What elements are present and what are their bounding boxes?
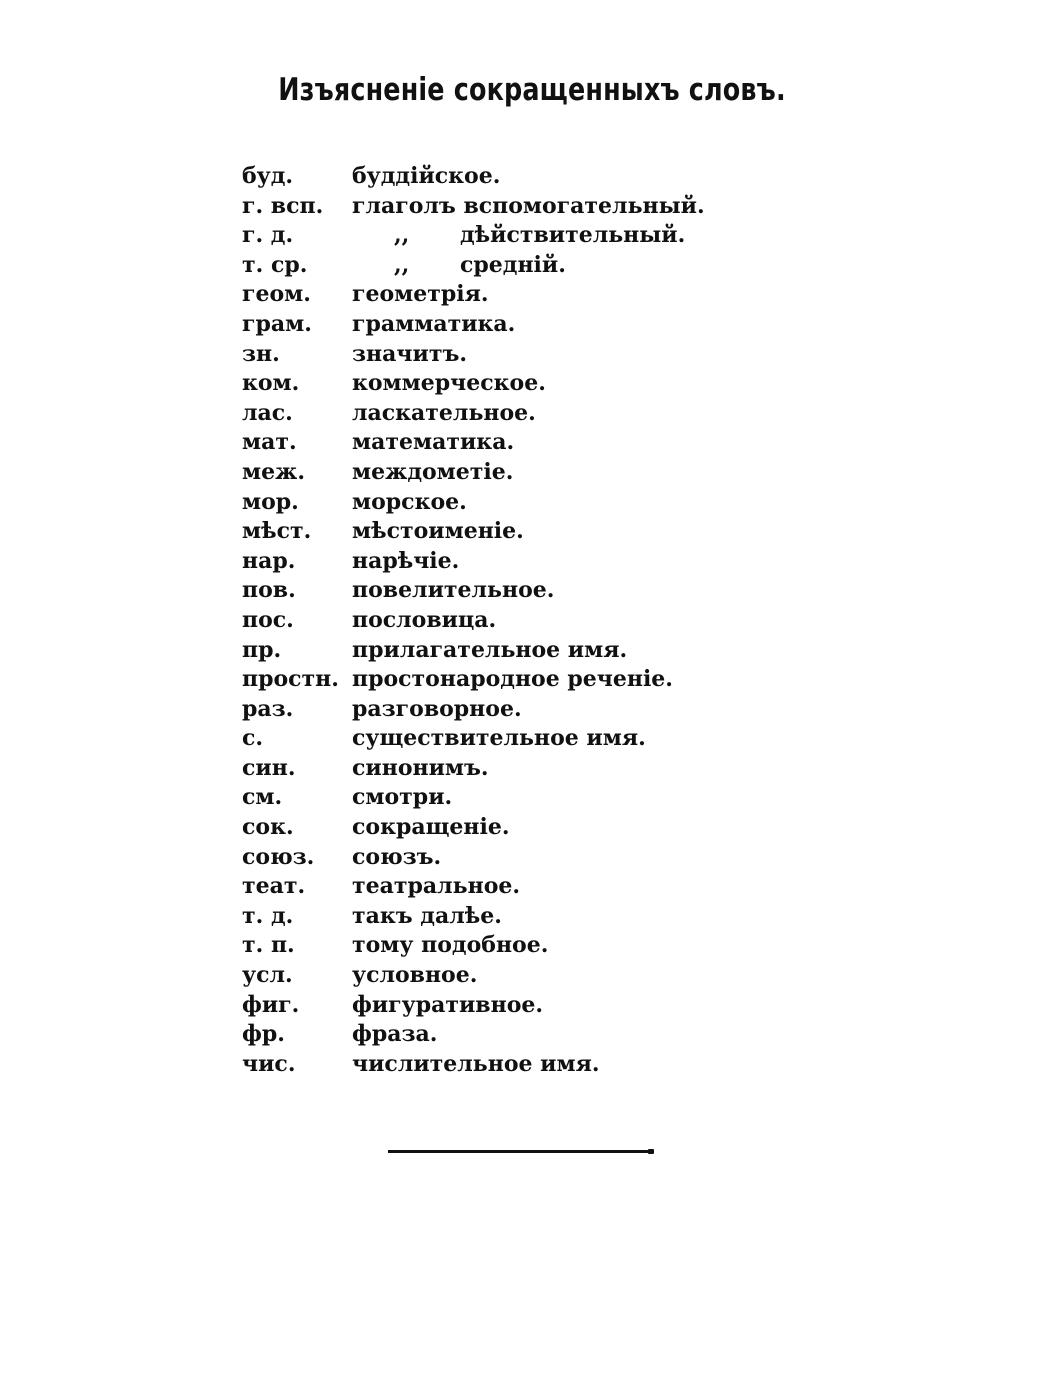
abbreviation-entry [242,1020,722,1050]
abbreviation-entry [242,754,722,784]
abbreviation: пос. [242,606,294,633]
abbreviation-meaning: смотри. [352,784,453,811]
abbreviation-meaning: нарѣчіе. [352,547,460,574]
ditto-mark: ,, [394,222,410,249]
abbreviation-entry [242,724,722,754]
abbreviation-meaning: условное. [352,962,478,989]
abbreviation-meaning: коммерческое. [352,370,546,397]
abbreviation-entry [242,192,722,222]
abbreviation-meaning: дѣйствительный. [460,222,686,249]
abbreviation: т. д. [242,902,294,929]
abbreviation-meaning: сокращеніе. [352,814,510,841]
abbreviation: меж. [242,458,305,485]
abbreviation: чис. [242,1050,296,1077]
abbreviation: нар. [242,547,296,574]
abbreviation: т. ср. [242,251,308,278]
abbreviation-list [242,162,722,1079]
abbreviation-meaning: буддійское. [352,163,501,189]
abbreviation: союз. [242,843,315,870]
abbreviation-meaning: значитъ. [352,340,467,367]
abbreviation-meaning: числительное имя. [352,1050,600,1077]
ditto-mark: ,, [394,251,410,278]
abbreviation: см. [242,784,283,811]
abbreviation: сок. [242,814,294,841]
abbreviation-entry [242,547,722,577]
abbreviation: теат. [242,873,306,900]
closing-rule [388,1150,650,1153]
abbreviation-meaning: такъ далѣе. [352,902,502,929]
abbreviation-entry [242,783,722,813]
abbreviation: простн. [242,666,339,693]
abbreviation-meaning: существительное имя. [352,725,646,752]
abbreviation-meaning: союзъ. [352,843,442,870]
abbreviation: т. п. [242,932,295,959]
abbreviation-entry [242,991,722,1021]
abbreviation-entry [242,1050,722,1080]
abbreviation: мор. [242,488,299,515]
abbreviation-entry [242,606,722,636]
abbreviation-meaning: геометрія. [352,281,489,308]
abbreviation-entry [242,902,722,932]
abbreviation: усл. [242,962,293,989]
abbreviation: син. [242,754,296,781]
abbreviation-meaning: простонародное реченіе. [352,666,673,693]
abbreviation-entry [242,695,722,725]
abbreviation-entry [242,310,722,340]
abbreviation: мѣст. [242,518,312,545]
abbreviation-entry [242,843,722,873]
abbreviation-entry [242,369,722,399]
abbreviation-meaning: прилагательное имя. [352,636,628,663]
abbreviation-meaning: повелительное. [352,577,555,604]
abbreviation-meaning: математика. [352,429,515,456]
abbreviation-meaning: разговорное. [352,695,522,722]
abbreviation-entry [242,458,722,488]
abbreviation-meaning: тому подобное. [352,932,549,959]
abbreviation-meaning: фраза. [352,1021,438,1048]
abbreviation-meaning: междометіе. [352,458,514,485]
abbreviation: с. [242,725,264,752]
abbreviation-entry [242,665,722,695]
abbreviation-entry [242,280,722,310]
abbreviation: пов. [242,577,296,604]
abbreviation-entry [242,813,722,843]
abbreviation-meaning: фигуративное. [352,991,544,1018]
abbreviation-entry [242,399,722,429]
abbreviation-entry [242,162,722,192]
abbreviation-entry [242,931,722,961]
abbreviation: мат. [242,429,297,456]
abbreviation-entry [242,961,722,991]
abbreviation-entry [242,221,722,251]
abbreviation: геом. [242,281,311,308]
abbreviation: фр. [242,1021,285,1048]
abbreviation-entry [242,251,722,281]
abbreviation-meaning: глаголъ вспомогательный. [352,192,705,219]
abbreviation-entry [242,872,722,902]
abbreviation-meaning: грамматика. [352,310,516,337]
abbreviation-entry [242,517,722,547]
abbreviation: лас. [242,399,293,426]
abbreviation: ком. [242,370,300,397]
abbreviation-meaning: мѣстоименіе. [352,518,524,545]
abbreviation-entry [242,428,722,458]
abbreviation-entry [242,636,722,666]
abbreviation: буд. [242,163,294,189]
abbreviation-meaning: средній. [460,251,566,278]
abbreviation: г. всп. [242,192,324,219]
abbreviation-entry [242,576,722,606]
abbreviation-entry [242,488,722,518]
abbreviation-meaning: синонимъ. [352,754,489,781]
abbreviation-meaning: театральное. [352,873,521,900]
abbreviation: зн. [242,340,280,367]
abbreviation: г. д. [242,222,294,249]
abbreviation-meaning: морское. [352,488,467,515]
abbreviation-meaning: ласкательное. [352,399,536,426]
abbreviation: фиг. [242,991,300,1018]
abbreviation: раз. [242,695,294,722]
abbreviation-meaning: пословица. [352,606,497,633]
abbreviation-entry [242,340,722,370]
page-title: Изъясненіе сокращенныхъ словъ. [278,72,786,108]
abbreviation: грам. [242,310,312,337]
abbreviation: пр. [242,636,282,663]
